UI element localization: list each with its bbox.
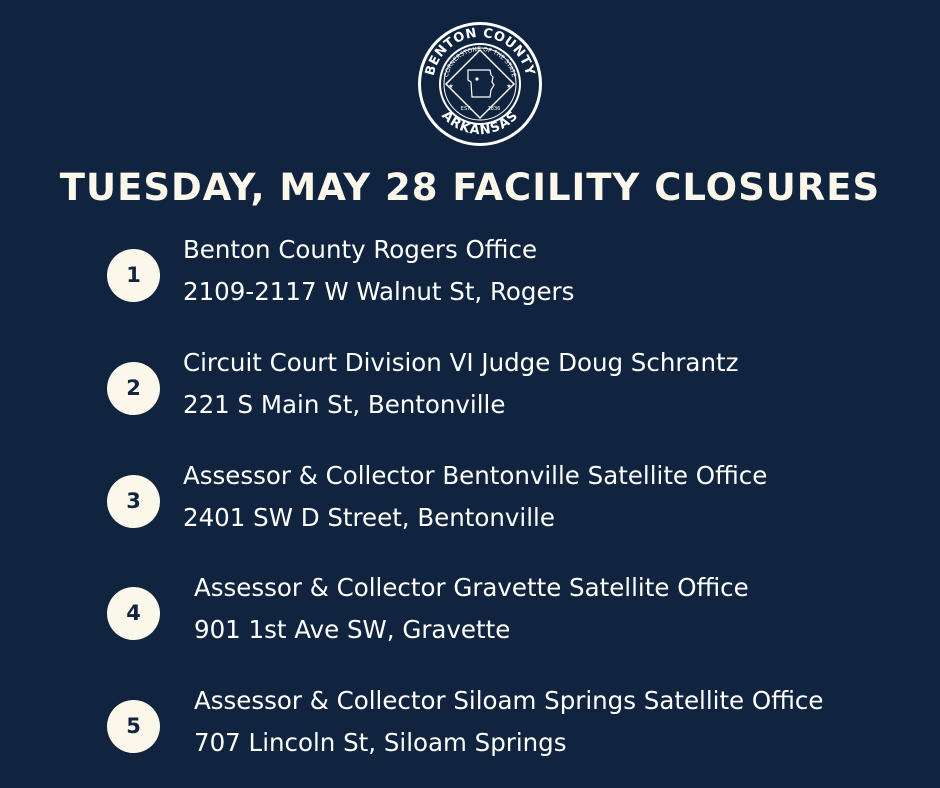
seal-star-left-icon: ★ [448,83,454,90]
seal-est-year: 1836 [487,106,501,112]
closure-number-badge: 4 [107,587,160,640]
closure-item-5 [0,680,940,770]
closure-item-1 [0,229,940,319]
closure-details [183,229,574,313]
closure-address: 901 1st Ave SW, Gravette [194,615,511,644]
closure-number-badge: 5 [107,700,160,753]
closure-details [194,680,823,764]
seal-bottom-text: ARKANSAS [438,108,522,139]
county-marker-icon [475,77,478,80]
closure-name: Assessor & Collector Bentonville Satellite Office [183,461,768,490]
seal-est-label: EST. [460,106,472,112]
closure-address: 2401 SW D Street, Bentonville [183,503,555,532]
seal-top-text: BENTON COUNTY [422,25,538,78]
closure-name: Circuit Court Division VI Judge Doug Schrantz [183,348,739,377]
closure-number-badge: 1 [107,249,160,302]
closure-number-badge: 3 [107,475,160,528]
closure-item-3 [0,455,940,545]
seal-graphic [416,20,544,148]
closure-address: 2109-2117 W Walnut St, Rogers [183,277,575,306]
seal-inner-text: CORNERSTONE OF THE STATE [442,45,518,78]
closure-name: Benton County Rogers Office [183,235,538,264]
closure-address: 221 S Main St, Bentonville [183,390,506,419]
closure-item-4 [0,567,940,657]
closure-details [183,342,738,426]
closure-item-2 [0,342,940,432]
closure-number-badge: 2 [107,362,160,415]
page-title: TUESDAY, MAY 28 FACILITY CLOSURES [59,166,881,209]
closure-name: Assessor & Collector Gravette Satellite Office [194,573,749,602]
seal-star-right-icon: ★ [506,83,512,90]
closure-name: Assessor & Collector Siloam Springs Satellite Office [194,686,824,715]
benton-county-seal [416,20,544,148]
closure-address: 707 Lincoln St, Siloam Springs [194,728,567,757]
closure-details [183,455,767,539]
closure-details [194,567,749,651]
